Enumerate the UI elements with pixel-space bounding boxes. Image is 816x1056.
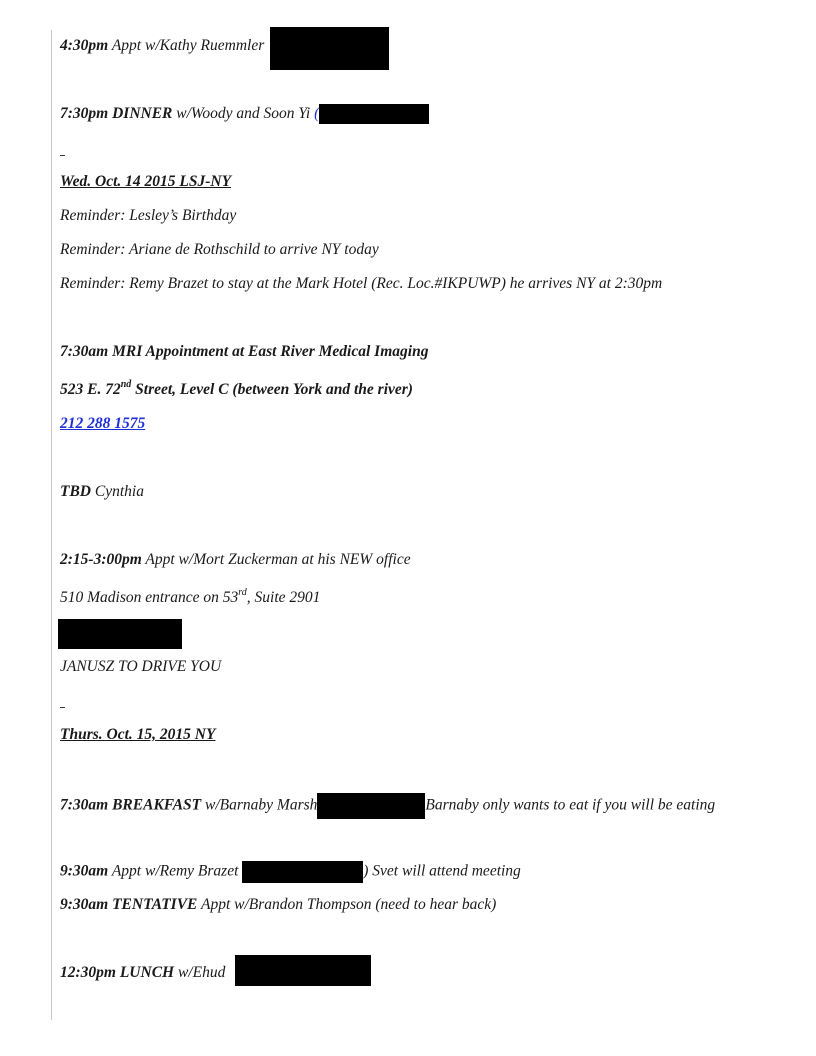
entry-text: Appt w/Kathy Ruemmler: [111, 37, 265, 54]
entry-time: 4:30pm: [60, 37, 109, 54]
entry-time: 9:30am: [60, 862, 109, 880]
entry-time: 7:30pm DINNER: [60, 105, 173, 122]
separator-dash: [60, 155, 65, 156]
entry-tbd: [60, 482, 144, 502]
entry-mri: 7:30am MRI Appointment at East River Medical Imaging: [60, 343, 429, 360]
entry-text: Cynthia: [94, 483, 144, 500]
entry-time: 12:30pm LUNCH: [60, 964, 175, 981]
address-zuckerman: [60, 588, 320, 608]
entry-text: Appt w/Mort Zuckerman at his NEW office: [145, 551, 411, 568]
entry-kathy-ruemmler: [60, 36, 264, 56]
entry-time: 9:30am TENTATIVE: [60, 896, 198, 913]
entry-text: Appt w/Brandon Thompson (need to hear back): [200, 896, 497, 913]
entry-time: TBD: [60, 483, 91, 500]
left-margin-rule: [51, 30, 52, 1020]
entry-text: Appt w/Remy Brazet: [111, 862, 239, 880]
entry-brazet: [60, 861, 521, 883]
entry-time: 7:30am BREAKFAST: [60, 796, 202, 814]
phone-link[interactable]: 212 288 1575: [60, 415, 146, 432]
entry-text: w/Barnaby Marsh: [205, 796, 318, 814]
address-part: 510 Madison entrance on 53: [60, 589, 239, 606]
entry-time: 2:15-3:00pm: [60, 551, 142, 568]
entry-tentative: [60, 895, 496, 915]
redaction-box: [270, 27, 389, 70]
address-part: 523 E. 72: [60, 381, 121, 398]
entry-text: w/Woody and Soon Yi: [176, 105, 311, 122]
entry-lunch: [60, 963, 225, 983]
day-heading-wed: Wed. Oct. 14 2015 LSJ-NY: [60, 173, 232, 190]
entry-text: w/Ehud: [177, 964, 226, 981]
driver-note: JANUSZ TO DRIVE YOU: [60, 658, 222, 675]
entry-dinner: [60, 104, 429, 124]
phone-line: [60, 414, 145, 434]
address-part: , Suite 2901: [246, 589, 321, 606]
redaction-box: [319, 104, 429, 124]
address-mri: [60, 380, 413, 400]
separator-dash: [60, 707, 65, 708]
redaction-box: [317, 793, 425, 819]
ordinal-suffix: nd: [120, 378, 132, 390]
redaction-box: [58, 619, 182, 649]
redaction-box: [242, 861, 363, 883]
day-heading-thurs: Thurs. Oct. 15, 2015 NY: [60, 726, 216, 743]
ordinal-suffix: rd: [238, 586, 247, 598]
reminder-brazet: Reminder: Remy Brazet to stay at the Mark Hotel (Rec. Loc.#IKPUWP) he arrives NY at 2:30pm: [60, 275, 663, 292]
open-paren: (: [314, 105, 320, 122]
address-part: Street, Level C (between York and the river): [131, 381, 413, 398]
redaction-box: [235, 955, 371, 986]
entry-note: ) Svet will attend meeting: [363, 862, 521, 880]
reminder-rothschild: Reminder: Ariane de Rothschild to arrive NY today: [60, 241, 379, 258]
entry-breakfast: [60, 793, 715, 819]
entry-zuckerman: [60, 550, 411, 570]
entry-note: Barnaby only wants to eat if you will be eating: [425, 796, 716, 814]
reminder-birthday: Reminder: Lesley’s Birthday: [60, 207, 237, 224]
